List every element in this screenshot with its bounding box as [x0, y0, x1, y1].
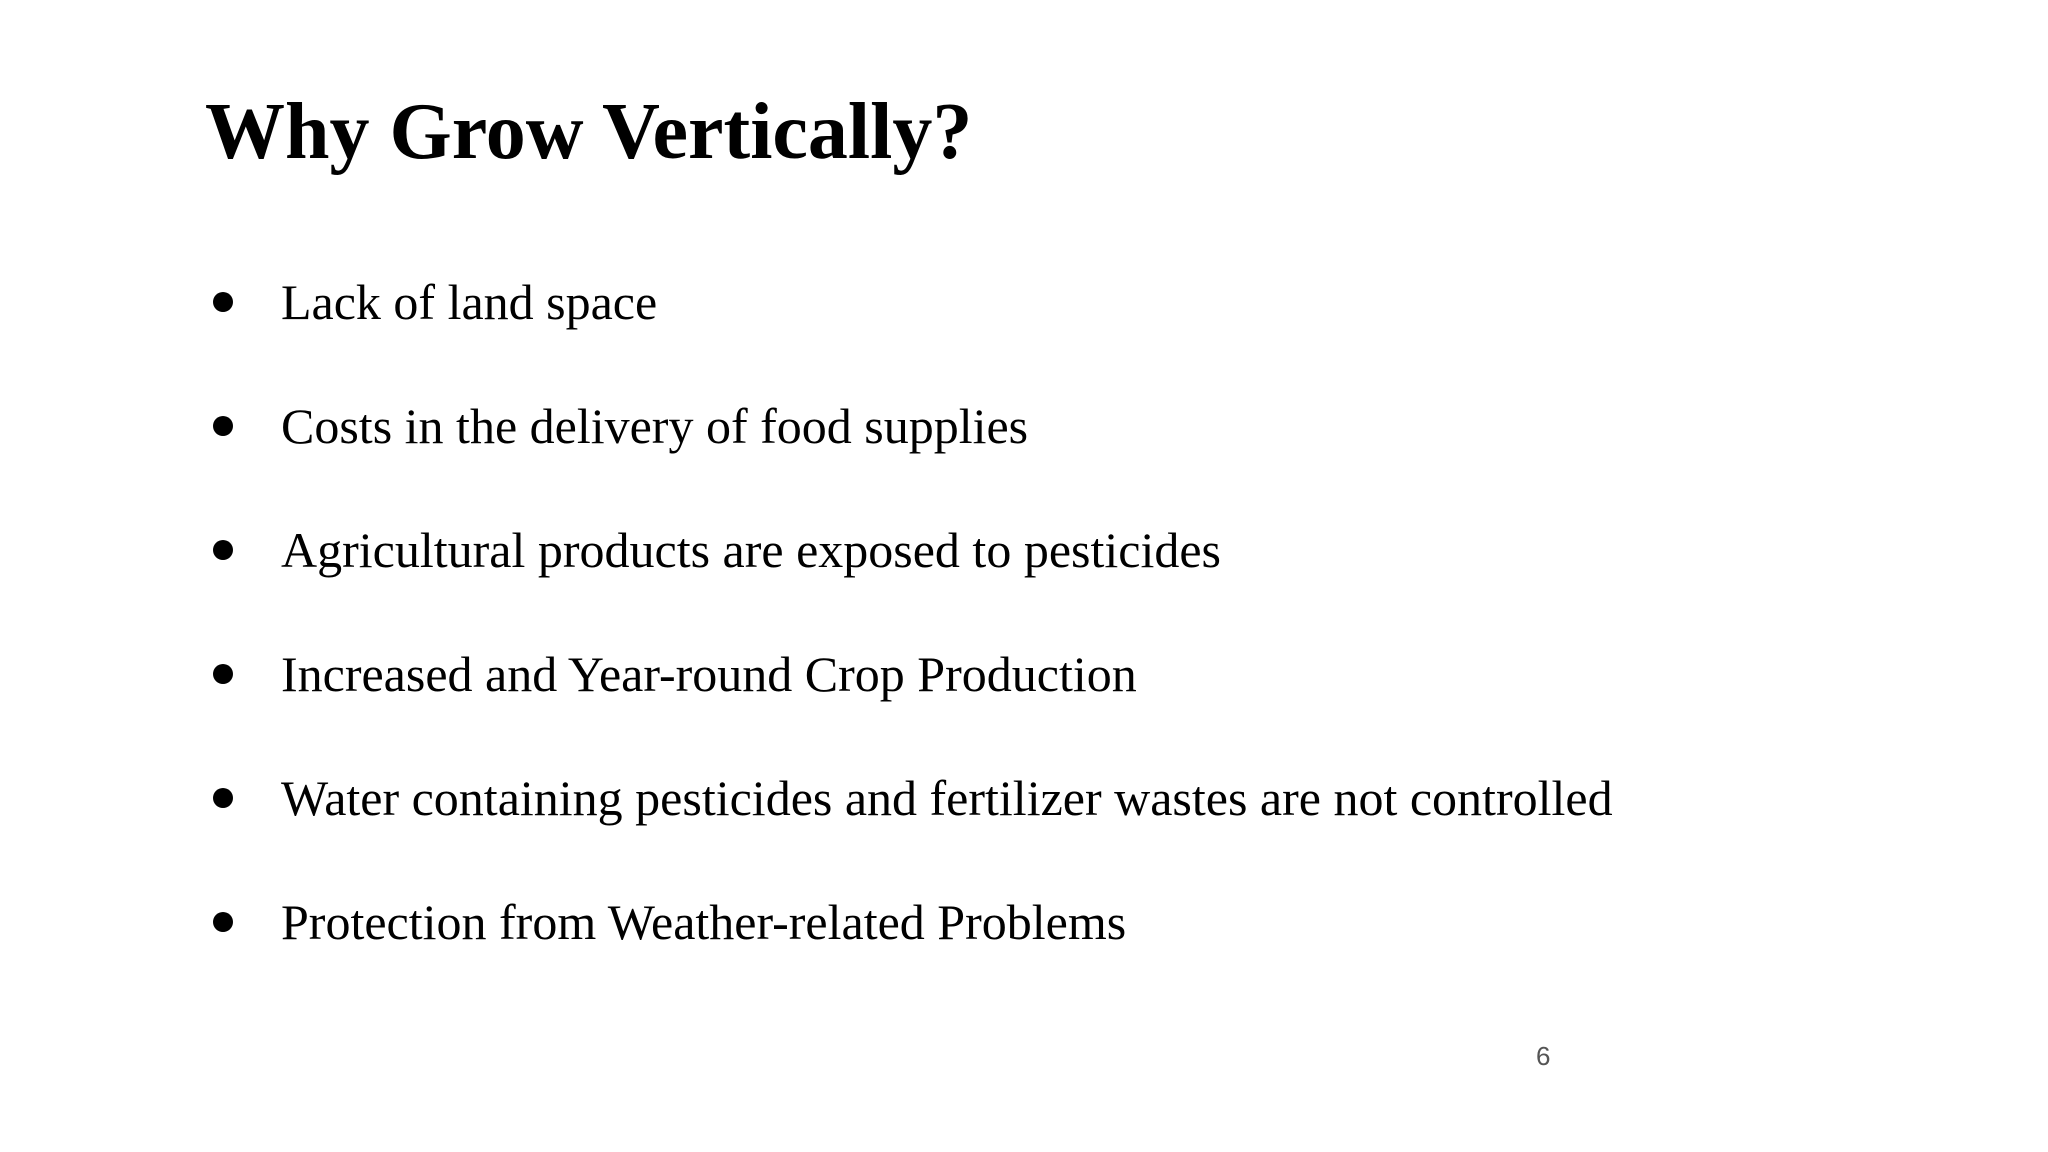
bullet-item [213, 518, 1221, 582]
bullet-item [213, 766, 1613, 830]
bullet-item [213, 394, 1028, 458]
page-number: 6 [1536, 1041, 1551, 1071]
bullet-item [213, 642, 1137, 706]
bullet-text: Costs in the delivery of food supplies [281, 398, 1029, 454]
bullet-dot-icon [213, 540, 233, 560]
bullet-text: Agricultural products are exposed to pesticides [281, 522, 1221, 578]
bullet-dot-icon [213, 788, 233, 808]
bullet-dot-icon [213, 416, 233, 436]
bullet-dot-icon [213, 664, 233, 684]
bullet-item [213, 270, 657, 334]
bullet-text: Increased and Year-round Crop Production [281, 646, 1137, 702]
slide-title: Why Grow Vertically? [205, 88, 973, 176]
bullet-text: Protection from Weather-related Problems [281, 894, 1127, 950]
bullet-dot-icon [213, 292, 233, 312]
bullet-item [213, 890, 1126, 954]
bullet-dot-icon [213, 912, 233, 932]
bullet-text: Lack of land space [281, 274, 658, 330]
bullet-text: Water containing pesticides and fertilizer wastes are not controlled [281, 770, 1613, 826]
